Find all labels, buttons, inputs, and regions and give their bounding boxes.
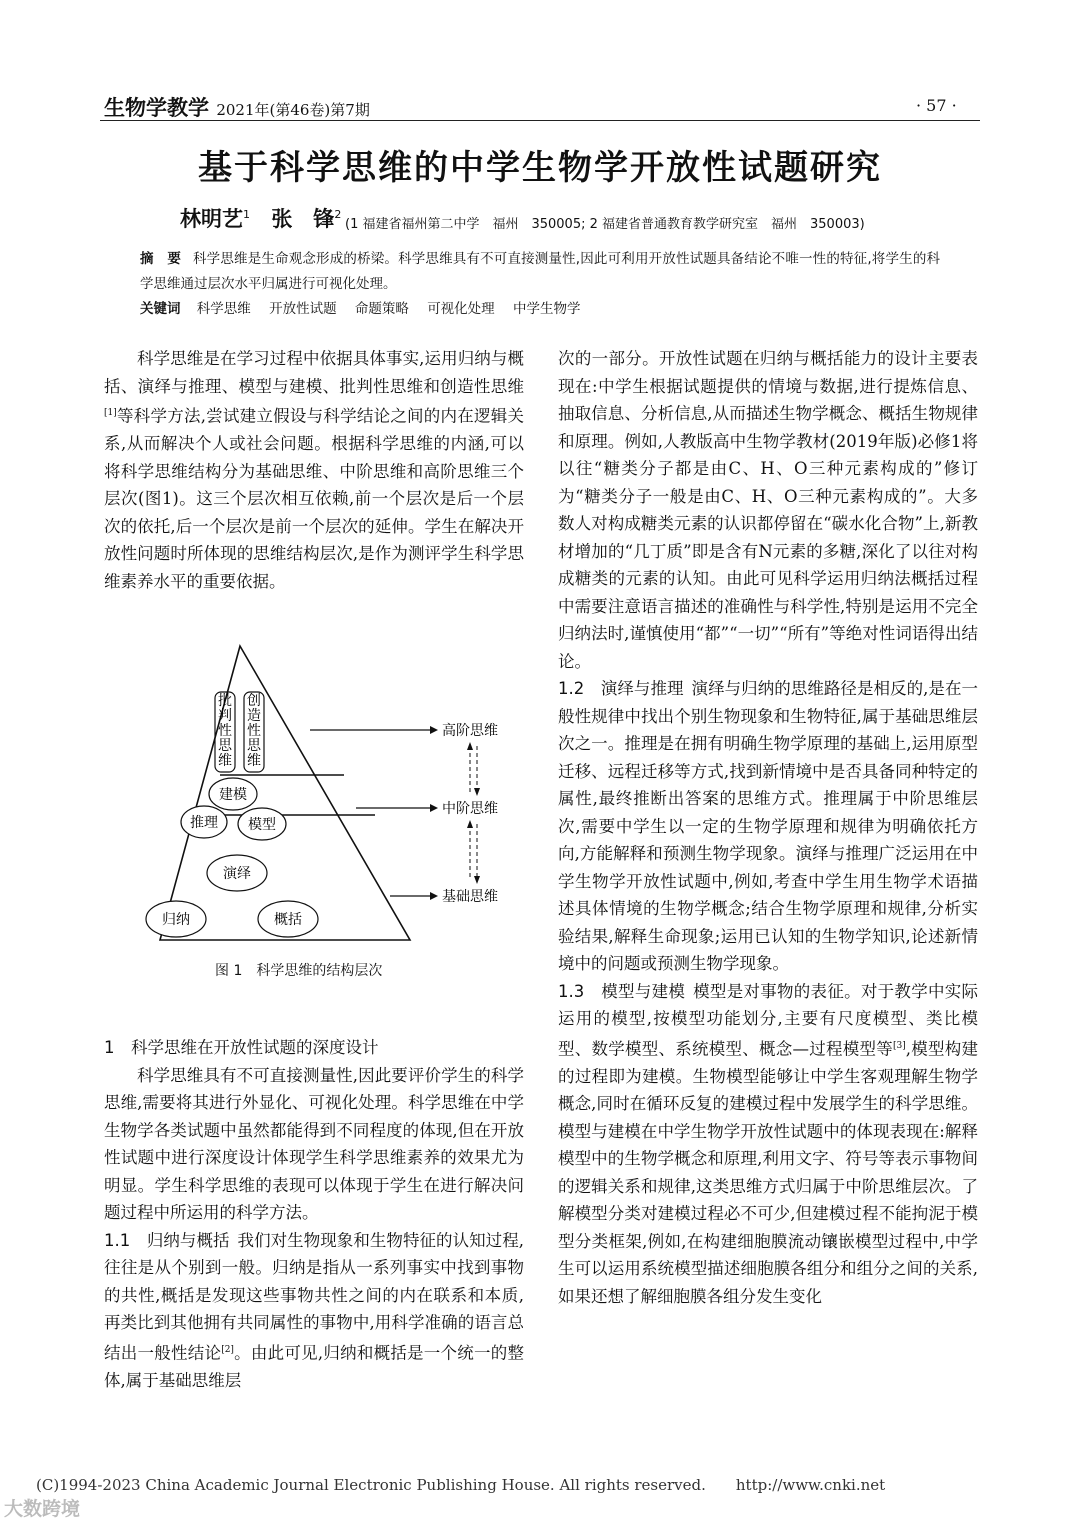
intro-text-cont: 等科学方法,尝试建立假设与科学结论之间的内在逻辑关系,从而解决个人或社会问题。根据科学思维的内涵,可以将科学思维结构分为基础思维、中阶思维和高阶思维三个层次(图1)。这三个层次相互依赖,前一个层次是后一个层次的依托,后一个层次是前一个层次的延伸。学生在解决开放性问题时所体现的思维结构层次,是作为测评学生科学思维素养水平的重要依据。 — [104, 406, 524, 591]
subsection-1-1-text-cont: 。由此可见,归纳和概括是一个统一的整体,属于基础思维层 — [104, 1343, 525, 1390]
journal-header — [104, 92, 370, 122]
dashed-arrow-up-2 — [467, 820, 473, 828]
keyword: 中学生物学 — [512, 301, 581, 317]
affiliation: (1 福建省福州第二中学 福州 350005; 2 福建省普通教育教学研究室 福州 350003) — [345, 217, 865, 232]
right-paragraph-1: 次的一部分。开放性试题在归纳与概括能力的设计主要表现在:中学生根据试题提供的情境与数据,进行提炼信息、抽取信息、分析信息,从而描述生物学概念、概括生物规律和原理。例如,人教版高中生物学教材(2019年版)必修1将以往“糖类分子都是由C、H、O三种元素构成的”修订为“糖类分子一般是由C、H、O三种元素构成的”。大多数人对构成糖类元素的认识都停留在“碳水化合物”上,新教材增加的“几丁质”即是含有N元素的多糖,深化了以往对构成糖类的元素的认知。由此可见科学运用归纳法概括过程中需要注意语言描述的准确性与科学性,特别是运用不完全归纳法时,谨慎使用“都”“一切”“所有”等绝对性词语得出结论。 — [558, 349, 978, 671]
model-label: 模型 — [248, 817, 276, 833]
intro-paragraph — [104, 345, 524, 595]
journal-issue: 2021年(第46卷)第7期 — [216, 101, 370, 119]
subsection-1-2 — [558, 675, 978, 978]
arrow-mid-head — [430, 804, 438, 812]
article-title: 基于科学思维的中学生物学开放性试题研究 — [198, 148, 882, 188]
subsection-1-3-heading: 1.3 模型与建模 — [558, 981, 686, 1001]
keyword: 科学思维 — [196, 301, 251, 317]
level-mid-label: 中阶思维 — [442, 801, 498, 817]
section-1-heading: 1 科学思维在开放性试题的深度设计 — [104, 1038, 379, 1057]
subsection-1-3-text: 模型是对事物的表征。对于教学中实际运用的模型,按模型功能划分,主要有尺度模型、类比模型、数学模型、系统模型、概念—过程模型等 — [558, 981, 979, 1058]
header-rule — [100, 120, 980, 121]
author-1-sup: 1 — [243, 208, 250, 221]
keyword: 命题策略 — [354, 301, 409, 317]
section-1-paragraph: 科学思维具有不可直接测量性,因此要评价学生的科学思维,需要将其进行外显化、可视化处理。科学思维在中学生物学各类试题中虽然都能得到不同程度的体现,但在开放性试题中进行深度设计体现学生科学思维素养的效果尤为明显。学生科学思维的表现可以体现于学生在进行解决问题过程中所运用的科学方法。 — [104, 1065, 524, 1222]
dashed-arrow-down-1 — [474, 788, 480, 796]
critical-thinking-label: 批判性思维 — [218, 693, 232, 769]
subsection-1-3-text-cont: ,模型构建的过程即为建模。生物模型能够让中学生客观理解生物学概念,同时在循环反复的建模过程中发展学生的科学思维。模型与建模在中学生物学开放性试题中的体现表现在:解释模型中的生物学概念和原理,利用文字、符号等表示事物间的逻辑关系和规律,这类思维方式归属于中阶思维层次。了解模型分类对建模过程必不可少,但建模过程不能拘泥于模型分类框架,例如,在构建细胞膜流动镶嵌模型过程中,中学生可以运用系统模型描述细胞膜各组分和组分之间的关系,如果还想了解细胞膜各组分发生变化 — [558, 1039, 978, 1306]
author-line — [180, 203, 341, 233]
left-column-intro — [104, 345, 524, 595]
left-column-section1 — [104, 1034, 524, 1394]
arrow-high-head — [430, 726, 438, 734]
author-2: 张 锋 — [271, 207, 335, 231]
abstract — [140, 247, 940, 297]
subsection-1-2-text: 演绎与归纳的思维路径是相反的,是在一般性规律中找出个别生物现象和生物特征,属于基础思维层次之一。推理是在拥有明确生物学原理的基础上,运用原型迁移、远程迁移等方式,找到新情境中是否具备同种特定的属性,最终推断出答案的思维方式。推理属于中阶思维层次,需要中学生以一定的生物学原理和规律为明确依托方向,方能解释和预测生物学现象。演绎与推理广泛运用在中学生物学开放性试题中,例如,考查中学生用生物学术语描述具体情境的生物学概念;结合生物学原理和规律,分析实验结果,解释生命现象;运用已认知的生物学知识,论述新情境中的问题或预测生物学现象。 — [558, 679, 979, 973]
subsection-1-3 — [558, 978, 978, 1311]
level-high-label: 高阶思维 — [442, 723, 498, 739]
watermark: 大数跨境 — [4, 1498, 81, 1520]
deduction-label: 演绎 — [223, 866, 251, 882]
creative-thinking-label: 创造性思维 — [247, 693, 261, 769]
page-number: · 57 · — [916, 96, 957, 115]
keyword: 开放性试题 — [269, 301, 337, 317]
citation-2: [2] — [221, 1344, 234, 1355]
figure-1-pyramid — [140, 640, 560, 960]
journal-name: 生物学教学 — [104, 95, 209, 120]
arrow-base-head — [430, 892, 438, 900]
keywords-label: 关键词 — [140, 301, 181, 317]
citation-1: [1] — [104, 408, 117, 418]
pyramid-outline — [160, 646, 410, 940]
subsection-1-2-heading: 1.2 演绎与推理 — [558, 679, 684, 698]
figure-caption: 图 1 科学思维的结构层次 — [215, 963, 383, 979]
intro-text: 科学思维是在学习过程中依据具体事实,运用归纳与概括、演绎与推理、模型与建模、批判性思维和创造性思维 — [104, 349, 524, 396]
keywords — [140, 297, 594, 317]
subsection-1-1-heading: 1.1 归纳与概括 — [104, 1230, 230, 1250]
modeling-label: 建模 — [219, 787, 247, 803]
induction-label: 归纳 — [162, 912, 190, 928]
author-2-sup: 2 — [334, 208, 342, 221]
level-base-label: 基础思维 — [442, 889, 498, 905]
dashed-arrow-down-2 — [474, 876, 480, 884]
right-column — [558, 345, 978, 1310]
citation-3: [3] — [893, 1040, 906, 1051]
subsection-1-1 — [104, 1227, 524, 1395]
abstract-label: 摘 要 — [140, 251, 182, 267]
dashed-arrow-up-1 — [467, 742, 473, 750]
abstract-text: 科学思维是生命观念形成的桥梁。科学思维具有不可直接测量性,因此可利用开放性试题具备结论不唯一性的特征,将学生的科学思维通过层次水平归属进行可视化处理。 — [140, 251, 940, 292]
copyright-footer: (C)1994-2023 China Academic Journal Electronic Publishing House. All rights reserved. http://www.cnki.net — [36, 1476, 886, 1494]
keyword: 可视化处理 — [427, 301, 495, 317]
author-1: 林明艺 — [180, 207, 243, 231]
generalization-label: 概括 — [274, 912, 302, 928]
subsection-1-1-text: 我们对生物现象和生物特征的认知过程,往往是从个别到一般。归纳是指从一系列事实中找到事物的共性,概括是发现这些事物共性之间的内在联系和本质,再类比到其他拥有共同属性的事物中,用科学准确的语言总结出一般性结论 — [104, 1230, 525, 1362]
reasoning-label: 推理 — [190, 815, 218, 831]
